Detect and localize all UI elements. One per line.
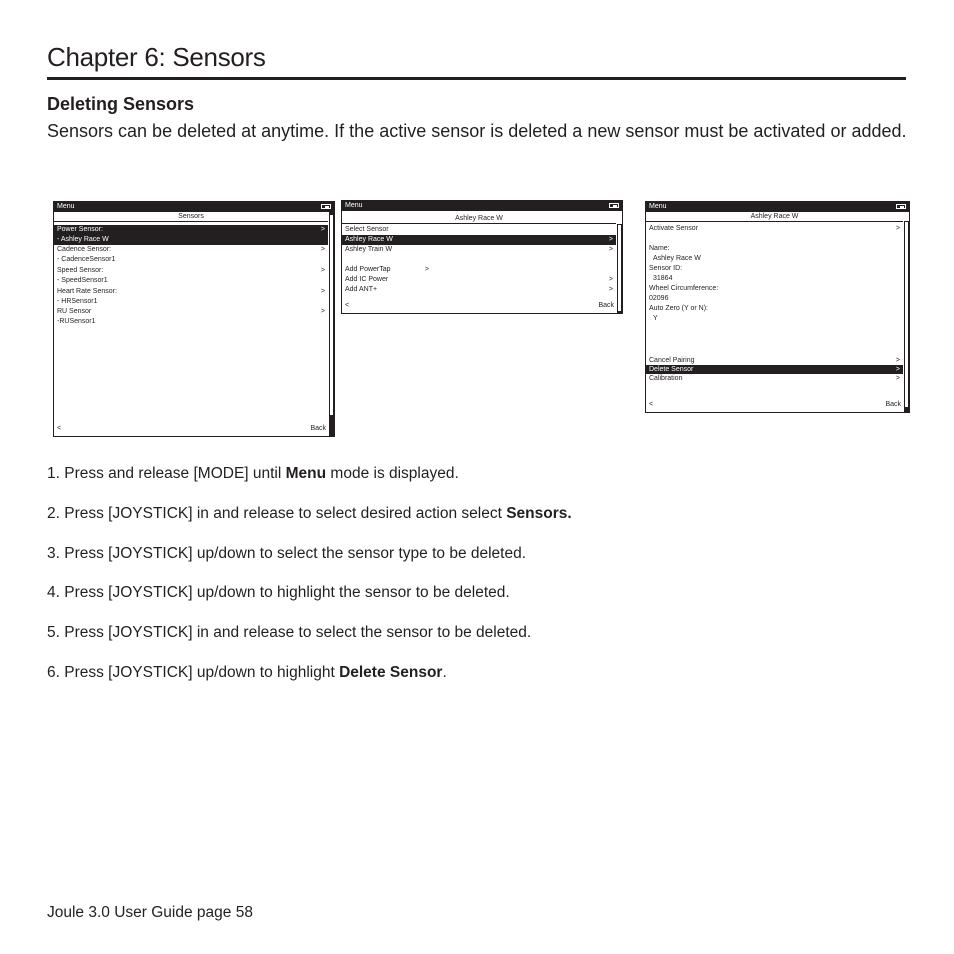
detail-value: Ashley Race W <box>653 255 701 262</box>
back-label[interactable]: Back <box>310 425 326 432</box>
chevron-right-icon: > <box>320 288 325 295</box>
step-item: 5. Press [JOYSTICK] in and release to select the sensor to be deleted. <box>47 624 532 642</box>
chevron-right-icon: > <box>320 308 325 315</box>
list-item[interactable]: Add PowerTap > <box>345 266 429 273</box>
sensor-list <box>54 222 334 327</box>
detail-label: Name: <box>649 245 670 252</box>
select-sensor-screen <box>341 200 623 314</box>
list-item[interactable]: Heart Rate Sensor: > <box>57 288 325 295</box>
sensor-actions <box>646 356 909 383</box>
menu-label: Menu <box>345 202 363 209</box>
screen-menu-bar <box>54 202 334 212</box>
list-item[interactable]: Ashley Train W > <box>345 246 613 253</box>
detail-label: Sensor ID: <box>649 265 683 272</box>
step-item: 3. Press [JOYSTICK] up/down to select the sensor type to be deleted. <box>47 544 527 562</box>
chevron-right-icon: > <box>320 267 325 274</box>
chapter-title: Chapter 6: Sensors <box>47 42 266 72</box>
scroll-thumb[interactable] <box>330 215 333 415</box>
intro-paragraph: Sensors can be deleted at anytime. If the active sensor is deleted a new sensor must be activated or added. <box>47 121 907 141</box>
detail-label: Auto Zero (Y or N): <box>649 305 709 312</box>
battery-icon <box>321 204 331 209</box>
screen-menu-bar <box>342 201 622 211</box>
list-item[interactable]: Add ANT+ > <box>345 286 613 293</box>
steps-list <box>47 462 572 701</box>
list-item[interactable]: Cadence Sensor: > <box>57 246 325 253</box>
chevron-right-icon: > <box>424 266 429 273</box>
screen-menu-bar <box>646 202 909 212</box>
chevron-right-icon: > <box>895 357 900 364</box>
screen-header: Ashley Race W <box>646 212 903 222</box>
list-item[interactable]: RU Sensor > <box>57 308 325 315</box>
page-footer: Joule 3.0 User Guide page 58 <box>47 904 253 921</box>
sensors-screen <box>53 201 335 437</box>
list-item: - SpeedSensor1 <box>57 277 108 284</box>
chevron-right-icon: > <box>895 225 900 232</box>
scrollbar[interactable] <box>617 224 622 313</box>
chevron-left-icon[interactable]: < <box>649 401 654 408</box>
list-item: Select Sensor <box>345 226 389 233</box>
detail-value: 31864 <box>653 275 673 282</box>
detail-value: 02096 <box>649 295 669 302</box>
chevron-right-icon: > <box>895 375 900 382</box>
detail-value: Y <box>653 315 658 322</box>
step-item: 4. Press [JOYSTICK] up/down to highlight the sensor to be deleted. <box>47 584 510 602</box>
title-rule <box>47 77 906 80</box>
back-label[interactable]: Back <box>885 401 901 408</box>
battery-icon <box>609 203 619 208</box>
delete-sensor-item[interactable]: Delete Sensor > <box>646 365 903 374</box>
chevron-right-icon: > <box>320 246 325 253</box>
list-item[interactable]: Add IC Power > <box>345 276 613 283</box>
back-label[interactable]: Back <box>598 302 614 309</box>
scrollbar[interactable] <box>904 221 909 412</box>
screen-header: Ashley Race W <box>342 214 616 224</box>
scroll-thumb[interactable] <box>618 225 621 311</box>
cancel-pairing-item[interactable]: Cancel Pairing > <box>649 357 900 364</box>
section-title: Deleting Sensors <box>47 94 195 114</box>
step-item: 2. Press [JOYSTICK] in and release to select desired action select Sensors. <box>47 504 572 522</box>
chevron-right-icon: > <box>895 366 900 373</box>
scrollbar[interactable] <box>329 212 334 436</box>
sensor-options <box>342 224 622 295</box>
chevron-right-icon: > <box>608 286 613 293</box>
list-item: -RUSensor1 <box>57 318 96 325</box>
chevron-right-icon: > <box>608 276 613 283</box>
chevron-right-icon: > <box>320 226 325 233</box>
step-item: 6. Press [JOYSTICK] up/down to highlight Delete Sensor. <box>47 663 447 681</box>
screen-header: Sensors <box>54 212 328 222</box>
menu-label: Menu <box>57 203 75 210</box>
menu-label: Menu <box>649 203 667 210</box>
list-item: - HRSensor1 <box>57 298 98 305</box>
list-item[interactable]: Speed Sensor: > <box>57 267 325 274</box>
sensor-detail-screen <box>645 201 910 413</box>
sensor-details <box>646 222 909 324</box>
calibration-item[interactable]: Calibration > <box>649 375 900 382</box>
chevron-left-icon[interactable]: < <box>57 425 62 432</box>
list-item: - CadenceSensor1 <box>57 256 116 263</box>
battery-icon <box>896 204 906 209</box>
list-item[interactable]: Activate Sensor > <box>649 225 900 232</box>
list-item[interactable]: Ashley Race W > <box>342 235 616 245</box>
chevron-left-icon[interactable]: < <box>345 302 350 309</box>
list-spacer <box>342 255 616 265</box>
chevron-right-icon: > <box>608 246 613 253</box>
detail-label: Wheel Circumference: <box>649 285 719 292</box>
list-spacer <box>646 234 903 244</box>
step-item: 1. Press and release [MODE] until Menu mode is displayed. <box>47 465 459 482</box>
list-item[interactable]: - Ashley Race W <box>54 235 328 245</box>
chevron-right-icon: > <box>608 236 613 243</box>
list-item[interactable]: Power Sensor: > <box>54 225 328 235</box>
